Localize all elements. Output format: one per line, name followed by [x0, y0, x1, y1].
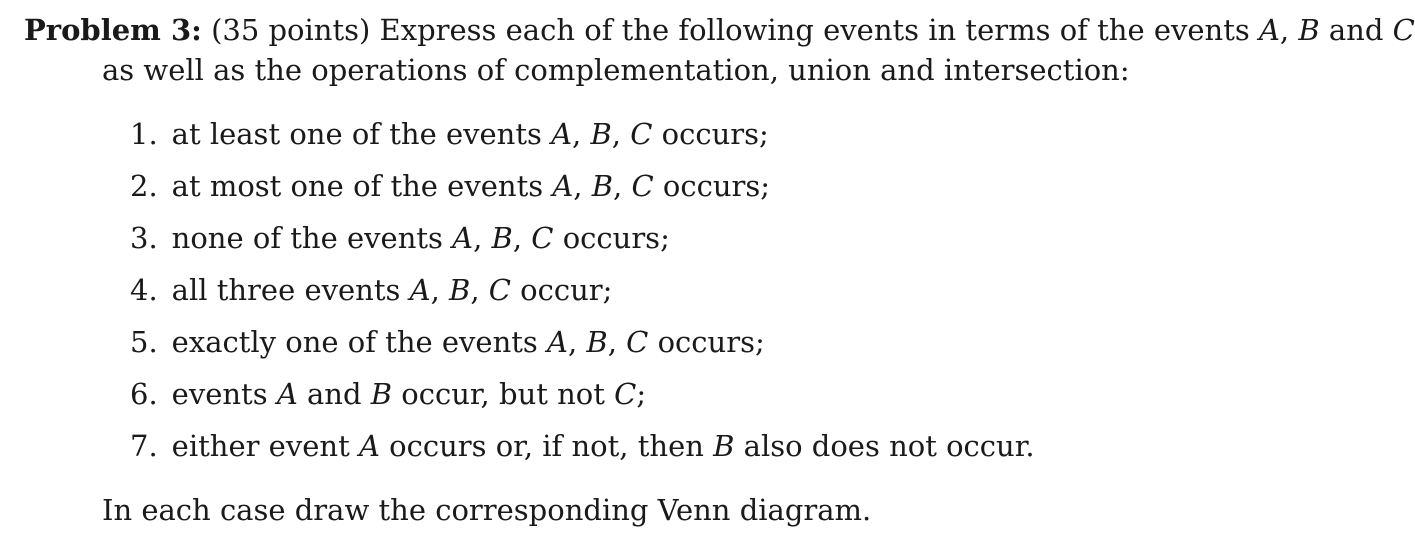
list-item-number: 6.: [130, 377, 158, 411]
list-item-text: all three events A, B, C occur;: [171, 273, 613, 307]
list-item-text: either event A occurs or, if not, then B also does not occur.: [171, 429, 1035, 463]
list-item: [130, 374, 646, 414]
list-item: [130, 218, 670, 258]
list-item-text: exactly one of the events A, B, C occurs;: [171, 325, 765, 359]
list-item-text: none of the events A, B, C occurs;: [171, 221, 670, 255]
list-item-text: at least one of the events A, B, C occurs;: [171, 117, 769, 151]
list-item: [130, 322, 765, 362]
list-item-number: 7.: [130, 429, 158, 463]
list-item-number: 2.: [130, 169, 158, 203]
closing-instruction: In each case draw the corresponding Venn diagram.: [102, 493, 872, 527]
list-item-text: events A and B occur, but not C;: [171, 377, 647, 411]
list-item: [130, 166, 770, 206]
list-item-text: at most one of the events A, B, C occurs;: [171, 169, 771, 203]
problem-statement-line1: Express each of the following events in terms of the events A, B and C: [379, 13, 1415, 47]
list-item-number: 3.: [130, 221, 158, 255]
list-item-number: 4.: [130, 273, 158, 307]
list-item: [130, 270, 612, 310]
problem-statement-line2: as well as the operations of complementation, union and intersection:: [102, 53, 1130, 87]
list-item-number: 5.: [130, 325, 158, 359]
list-item: [130, 114, 769, 154]
problem-heading: [24, 10, 1415, 50]
list-item-number: 1.: [130, 117, 158, 151]
problem-label: Problem 3:: [24, 13, 202, 47]
list-item: [130, 426, 1035, 466]
problem-points: (35 points): [211, 13, 371, 47]
